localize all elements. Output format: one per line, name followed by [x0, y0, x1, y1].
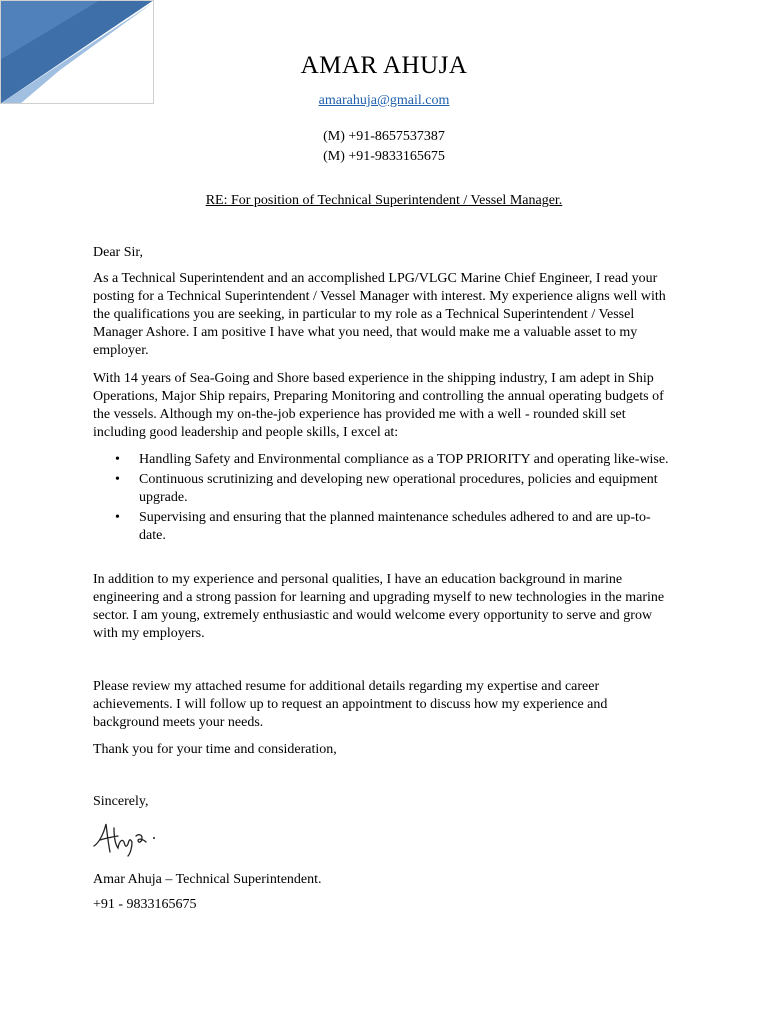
thanks-line: Thank you for your time and consideration, [93, 742, 337, 757]
applicant-name: AMAR AHUJA [300, 52, 468, 79]
list-item [93, 451, 673, 469]
bullet-icon: • [115, 510, 120, 525]
signer-name-title: Amar Ahuja – Technical Superintendent. [93, 872, 322, 887]
list-item [93, 509, 673, 545]
phone-mobile-2: (M) +91-9833165675 [323, 149, 445, 164]
list-item-text: Supervising and ensuring that the planned maintenance schedules adhered to and are up-to-date. [139, 510, 651, 543]
paragraph-intro: As a Technical Superintendent and an accomplished LPG/VLGC Marine Chief Engineer, I read your posting for a Technical Superintendent / Vessel Manager with interest. My experience aligns well with the qualifications you are seeking, in particular to my role as a Technical Superintendent / Vessel Manager Ashore. I am positive I have what you need, that would make me a valuable asset to my employer. [93, 271, 666, 358]
closing: Sincerely, [93, 794, 149, 809]
paragraph-followup: Please review my attached resume for additional details regarding my expertise and career achievements. I will follow up to request an appointment to discuss how my experience and background meets your needs. [93, 679, 608, 730]
paragraph-education: In addition to my experience and personal qualities, I have an education background in marine engineering and a strong passion for learning and upgrading myself to new technologies in the marine sector. I am young, extremely enthusiastic and would welcome every opportunity to serve and grow with my employers. [93, 572, 665, 641]
list-item-text: Handling Safety and Environmental compliance as a TOP PRIORITY and operating like-wise. [139, 452, 669, 467]
salutation: Dear Sir, [93, 245, 143, 260]
bullet-icon: • [115, 452, 120, 467]
list-item-text: Continuous scrutinizing and developing new operational procedures, policies and equipment upgrade. [139, 472, 658, 505]
phone-mobile-1: (M) +91-8657537387 [323, 129, 445, 144]
paragraph-experience: With 14 years of Sea-Going and Shore based experience in the shipping industry, I am adept in Ship Operations, Major Ship repairs, Preparing Monitoring and controlling the annual operating budgets of the vessels. Although my on-the-job experience has provided me with a well - rounded skill set including good leadership and people skills, I excel at: [93, 371, 664, 440]
skills-list [93, 451, 673, 547]
list-item [93, 471, 673, 507]
bullet-icon: • [115, 472, 120, 487]
signature-image [92, 818, 160, 858]
email-link[interactable]: amarahuja@gmail.com [318, 93, 450, 108]
subject-line: RE: For position of Technical Superintendent / Vessel Manager. [205, 193, 563, 208]
email-line [0, 93, 768, 109]
signer-phone: +91 - 9833165675 [93, 897, 197, 912]
